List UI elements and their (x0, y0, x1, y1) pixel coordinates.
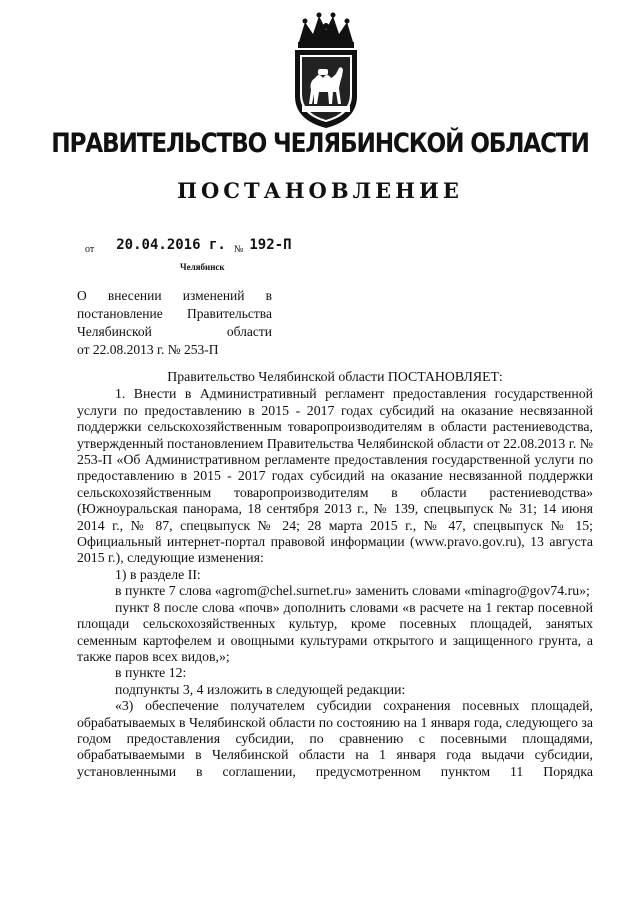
subject-line: Челябинской области (77, 324, 272, 339)
number-label: № (233, 244, 244, 255)
document-date: 20.04.2016 г. (116, 237, 226, 253)
government-title: ПРАВИТЕЛЬСТВО ЧЕЛЯБИНСКОЙ ОБЛАСТИ (51, 128, 589, 159)
paragraph: пункт 8 после слова «почв» дополнить словами «в расчете на 1 гектар посевной площади сельскохозяйственных культур, кроме посевных площадей, занятых семенным картофелем и овощными культурами открытого и защищенного грунта, а также паров всех видов,»; (77, 599, 593, 664)
subject-line: О внесении изменений в (77, 288, 272, 303)
city-label: Челябинск (180, 262, 225, 272)
paragraph: 1. Внести в Административный регламент предоставления государственной услуги по предоставлению в 2015 - 2017 годах субсидий на оказание несвязанной поддержки сельскохозяйственным товаропроизводителям в области растениеводства, утвержденный постановлением Правительства Челябинской области от 22.08.2013 г. № 253-П «Об Административном регламенте предоставления государственной услуги по предоставлению в 2015 - 2017 годах субсидий на оказание несвязанной поддержки сельскохозяйственным товаропроизводителям в области растениеводства» (Южноуральская панорама, 18 сентября 2013 г., № 139, спецвыпуск № 31; 14 июня 2014 г., № 87, спецвыпуск № 24; 28 марта 2015 г., № 47, спецвыпуск № 15; Официальный интернет-портал правовой информации (www.pravo.gov.ru), 13 августа 2015 г.), следующие изменения: (77, 386, 593, 566)
document-type: ПОСТАНОВЛЕНИЕ (177, 178, 463, 203)
subject-line: постановление Правительства (77, 306, 272, 321)
paragraph: подпункты 3, 4 изложить в следующей редакции: (115, 681, 406, 697)
document-number: 192-П (249, 237, 292, 253)
paragraph: «3) обеспечение получателем субсидии сохранения посевных площадей, обрабатываемых в Челябинской области по состоянию на 1 января года, следующего за годом предоставления субсидии, по сравнению с посевными площадями, обрабатываемыми в Челябинской области на 1 января года выдачи субсидии, установленными в соглашении, предусмотренном пунктом 11 Порядка (77, 698, 593, 779)
preamble: Правительство Челябинской области ПОСТАНОВЛЯЕТ: (167, 369, 503, 384)
paragraph: в пункте 12: (115, 665, 187, 681)
document-body (77, 369, 593, 780)
paragraph: 1) в разделе II: (115, 566, 201, 582)
subject-line: от 22.08.2013 г. № 253-П (77, 342, 219, 357)
subject-block (77, 287, 272, 359)
date-from-label: от (85, 244, 95, 255)
document-date-line (85, 236, 292, 254)
paragraph: в пункте 7 слова «agrom@chel.surnet.ru» заменить словами «minagro@gov74.ru»; (115, 583, 590, 599)
coat-of-arms-icon (287, 12, 365, 130)
